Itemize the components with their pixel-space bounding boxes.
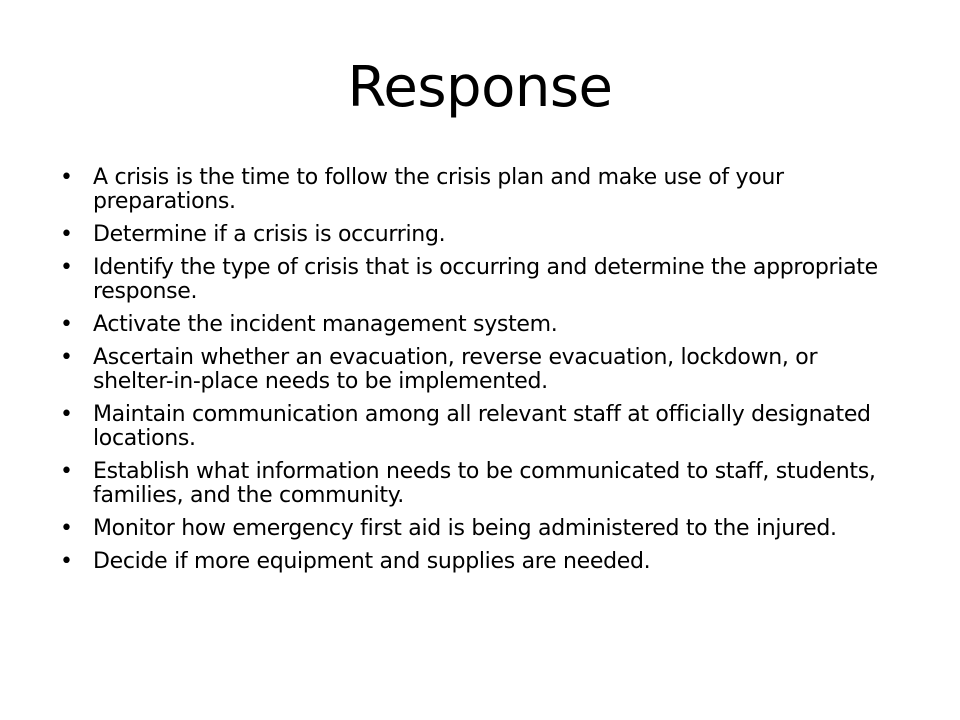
bullet-item: • Determine if a crisis is occurring. (60, 223, 900, 247)
bullet-item: • Ascertain whether an evacuation, reverse evacuation, lockdown, or shelter-in-place needs to be implemented. (60, 346, 900, 394)
bullet-item: • Identify the type of crisis that is occurring and determine the appropriate response. (60, 256, 900, 304)
bullet-item: • Maintain communication among all relevant staff at officially designated locations. (60, 403, 900, 451)
bullet-list (60, 166, 900, 583)
bullet-item: • Monitor how emergency first aid is being administered to the injured. (60, 517, 900, 541)
bullet-item: • Establish what information needs to be communicated to staff, students, families, and the community. (60, 460, 900, 508)
slide-title: Response (347, 55, 613, 120)
bullet-item: • Decide if more equipment and supplies are needed. (60, 550, 900, 574)
bullet-item: • Activate the incident management system. (60, 313, 900, 337)
bullet-item: • A crisis is the time to follow the crisis plan and make use of your preparations. (60, 166, 900, 214)
